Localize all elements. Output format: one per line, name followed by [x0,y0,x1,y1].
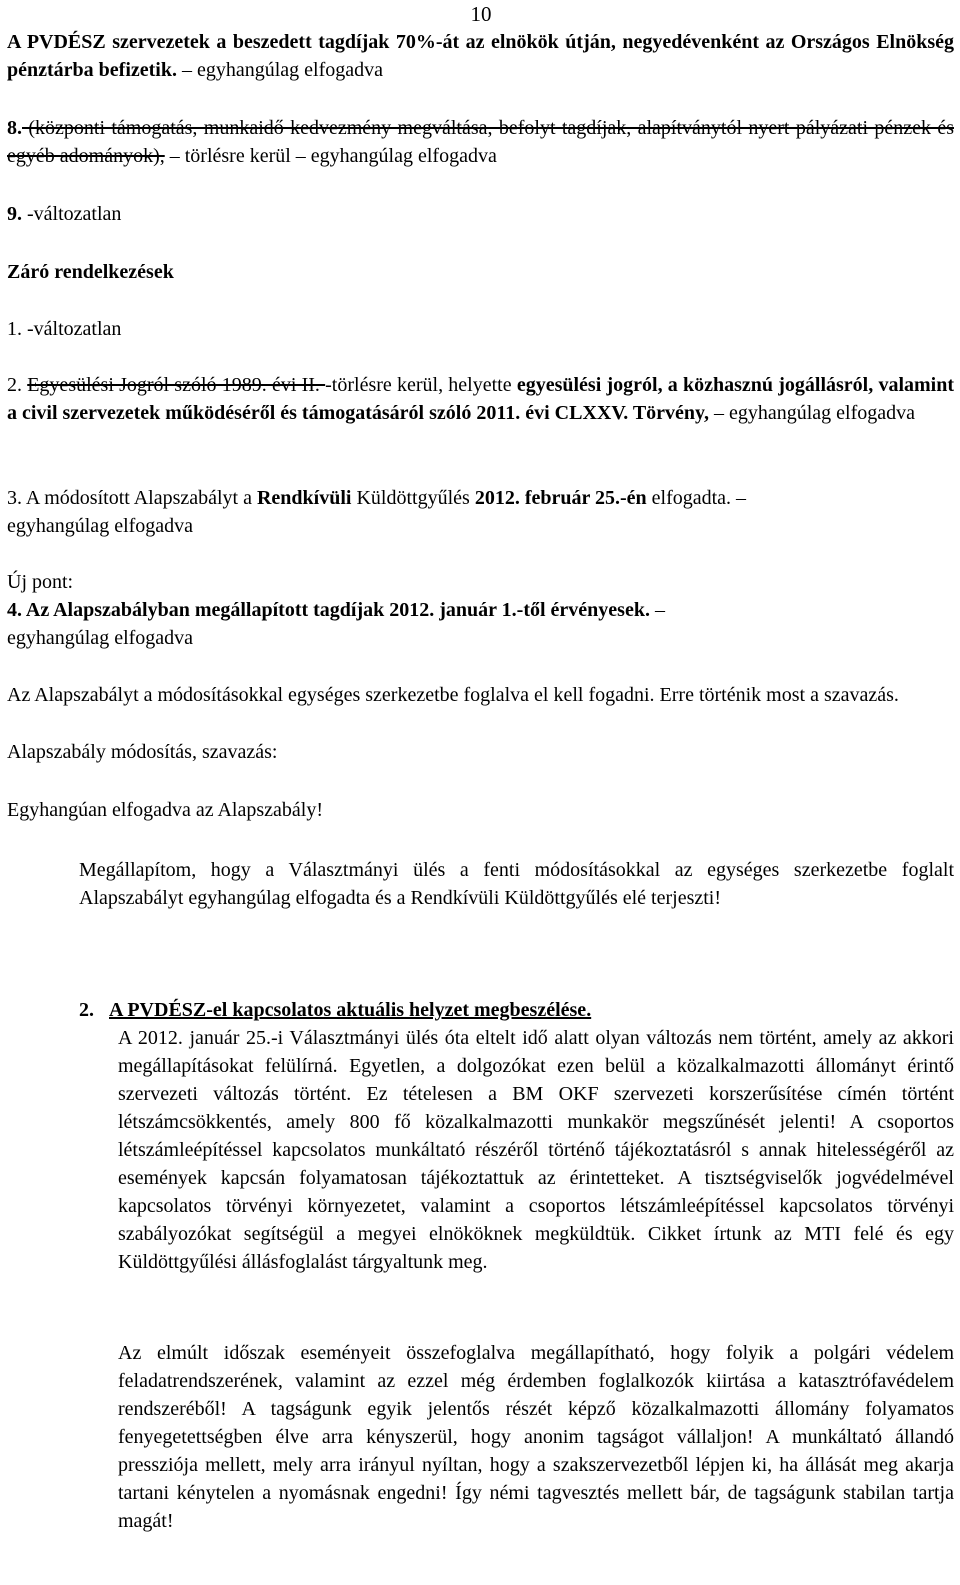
paragraph-membership-fees [7,28,954,84]
vote-result: egyhangúlag elfogadva [7,515,194,537]
item-text: elfogadta. – [646,487,747,509]
new-point-text: 4. Az Alapszabályban megállapított tagdíjak 2012. január 1.-től érvényesek. [7,599,650,621]
struck-text: (központi támogatás, munkaidő kedvezmény megváltása, befolyt tagdíjak, alapítványtól nyert pályázati pénzek és egyéb adományok), [7,117,954,167]
struck-text: Egyesülési Jogról szóló 1989. évi II. [27,374,326,396]
vote-result: – törlésre kerül – egyhangúlag elfogadva [164,145,497,167]
closing-provisions-heading: Záró rendelkezések [7,261,174,283]
item-text: 3. A módosított Alapszabályt a [7,487,257,509]
replacement-note: -törlésre kerül, helyette [325,374,512,396]
paragraph-item-8 [7,114,954,170]
section-2-heading [79,996,954,1024]
new-point-label: Új pont: [7,571,74,593]
section-2-paragraph-2: Az elmúlt időszak eseményeit összefoglalva megállapítható, hogy folyik a polgári védelem feladatrendszerének, valamint az ezzel még érdemben foglalkozók kiirtása a katasztrófavédelem rendszeréből! A tagságunk egyik jelentős részét képző közalkalmazotti állomány folyamatos fenyegetettségben élve arra kényszerül, hogy anonim tagságot vállaljon! A munkáltató állandó pressziója mellett, mely arra irányul nyíltan, hogy a szakszervezetből lépjen ki, ha állását meg akarja tartani kénytelen a nyomásnak engedni! Így némi tagvesztés mellett bár, de tagságunk stabilan tartja magát! [118,1342,954,1532]
new-law-reference: egyesülési jogról, a közhasznú jogállásról, valamint a civil szervezetek működéséről és támogatásáról szóló 2011. évi CLXXV. Törvény, [7,374,955,424]
vote-result: – egyhangúlag elfogadva [708,402,915,424]
section-2-paragraph-1: A 2012. január 25.-i Választmányi ülés óta eltelt idő alatt olyan változás nem történt, amely az akkori megállapításokat felülírná. Egyetlen, a dolgozókat ezen belül a közalkalmazotti állományt érintő szervezeti változás történt. Ez tételesen a BM OKF szervezeti korszerűsítése címén történt létszámcsökkentés, amely 800 fő közalkalmazotti munkakör megszűnését jelenti! A csoportos létszámleépítéssel kapcsolatos munkáltató részéről történő tájékoztatásról s annak hitelességéről az események kapcsán folyamatosan tájékoztattuk az érintetteket. A tisztségviselők jogvédelmével kapcsolatos törvényi környezetet, valamint a csoportos létszámleépítéssel kapcsolatos törvényi szabályozókat segítségül a megyei elnököknek megküldtük. Cikket írtunk az MTI felé és egy Küldöttgyűlési állásfoglalást tárgyaltunk meg. [118,1027,954,1273]
item-text: Küldöttgyűlés [351,487,475,509]
closing-item-1: 1. -változatlan [7,318,122,340]
section-number: 2. [79,999,94,1021]
dash: – [649,599,665,621]
section-title: A PVDÉSZ-el kapcsolatos aktuális helyzet megbeszélése. [109,999,592,1021]
page-number: 10 [470,2,492,26]
paragraph-unified-structure: Az Alapszabályt a módosításokkal egységes szerkezetbe foglalva el kell fogadni. Erre történik most a szavazás. [7,684,899,706]
date-bold: 2012. február 25.-én [474,487,647,509]
item-number: 8. [7,117,22,139]
new-point-item-4 [7,596,954,652]
closing-item-2 [7,371,954,427]
closing-item-3 [7,484,954,540]
paragraph-vote-heading: Alapszabály módosítás, szavazás: [7,741,278,763]
paragraph-vote-result: Egyhangúan elfogadva az Alapszabály! [7,799,323,821]
paragraph-item-9 [7,200,954,228]
paragraph-statement: Megállapítom, hogy a Választmányi ülés a fenti módosításokkal az egységes szerkezetbe foglalt Alapszabályt egyhangúlag elfogadta és a Rendkívüli Küldöttgyűlés elé terjeszti! [79,859,954,909]
fee-rule-text: A PVDÉSZ szervezetek a beszedett tagdíjak 70%-át az elnökök útján, negyedévenként az Országos Elnökség pénztárba befizetik. [7,31,954,81]
vote-result: – egyhangúlag elfogadva [176,59,384,81]
item-text: -változatlan [22,203,122,225]
item-number: 9. [7,203,22,225]
vote-result: egyhangúlag elfogadva [7,627,194,649]
item-number: 2. [7,374,28,396]
item-text-bold: Rendkívüli [256,487,352,509]
